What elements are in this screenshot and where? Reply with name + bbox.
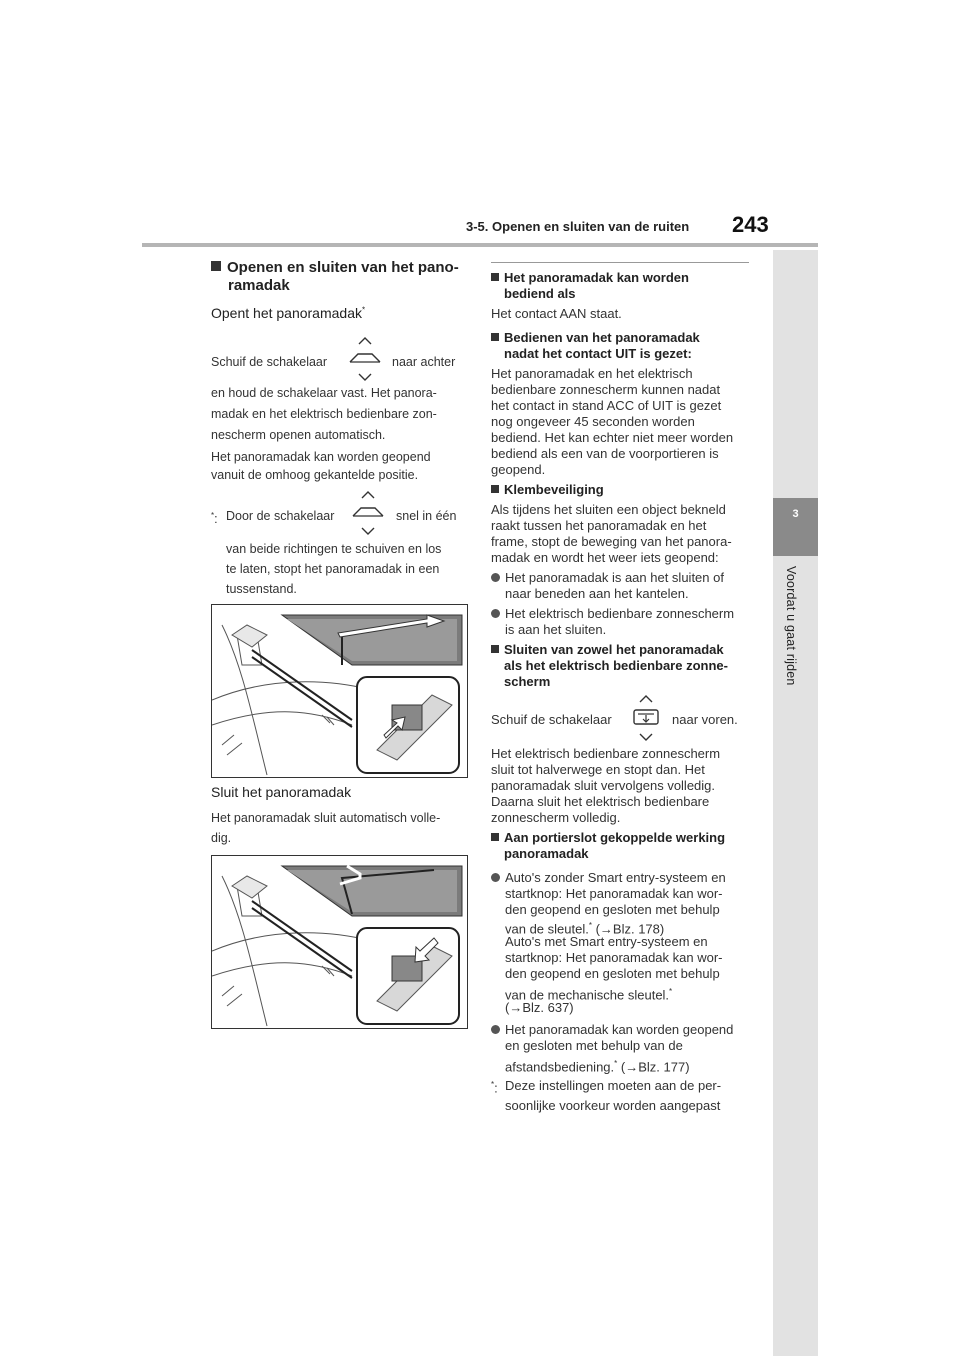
heading-after-off: Bedienen van het panoramadak bbox=[491, 330, 700, 346]
text-line: afstandsbediening.* (→Blz. 177) bbox=[505, 1059, 690, 1075]
text-line: bediend als een van de voorportieren is bbox=[491, 446, 719, 461]
text-line: zonnescherm volledig. bbox=[491, 810, 621, 825]
tilt-line1: Het panoramadak kan worden geopend bbox=[211, 450, 431, 464]
heading-door-lock: Aan portierslot gekoppelde werking bbox=[491, 830, 725, 846]
square-bullet-icon bbox=[491, 645, 499, 653]
circle-bullet-icon bbox=[491, 873, 500, 882]
text-line: den geopend en gesloten met behulp bbox=[505, 902, 720, 917]
text-line: startknop: Het panoramadak kan wor- bbox=[505, 886, 723, 901]
text-line: Het elektrisch bedienbare zonnescherm bbox=[491, 746, 721, 761]
slide-switch-icon bbox=[348, 490, 388, 536]
text-line: (→Blz. 637) bbox=[505, 1000, 574, 1015]
footnote-line: Deze instellingen moeten aan de per- bbox=[505, 1078, 722, 1093]
side-band-top bbox=[773, 250, 818, 498]
close-instr-pre: Schuif de schakelaar bbox=[491, 712, 612, 727]
square-bullet-icon bbox=[491, 333, 499, 341]
note: *: bbox=[211, 511, 218, 527]
square-bullet-icon bbox=[491, 485, 499, 493]
close-title: Sluit het panoramadak bbox=[211, 784, 352, 800]
close-line1: Het panoramadak sluit automatisch volle- bbox=[211, 811, 441, 825]
text-line: naar beneden aan het kantelen. bbox=[505, 586, 689, 601]
text-line: den geopend en gesloten met behulp bbox=[505, 966, 720, 981]
note-line2: van beide richtingen te schuiven en los bbox=[226, 542, 442, 556]
slide-switch-icon bbox=[345, 336, 385, 382]
text-line: het contact in stand ACC of UIT is gezet bbox=[491, 398, 722, 413]
heading-after-off-cont: nadat het contact UIT is gezet: bbox=[504, 346, 692, 361]
text-line: bedienbare zonnescherm kunnen nadat bbox=[491, 382, 721, 397]
text-line: is aan het sluiten. bbox=[505, 622, 607, 637]
circle-bullet-icon bbox=[491, 573, 500, 582]
note-line4: tussenstand. bbox=[226, 582, 297, 596]
column-rule bbox=[491, 262, 749, 263]
heading-operable-cont: bediend als bbox=[504, 286, 576, 301]
text-line: Auto's met Smart entry-systeem en bbox=[505, 934, 708, 949]
text-line: Daarna sluit het elektrisch bedienbare bbox=[491, 794, 710, 809]
heading-operable: Het panoramadak kan worden bbox=[491, 270, 689, 286]
heading-close-both-cont: scherm bbox=[504, 674, 551, 689]
text-line: frame, stopt de beweging van het panora- bbox=[491, 534, 732, 549]
square-bullet-icon bbox=[211, 261, 221, 271]
heading-close-both-cont: als het elektrisch bedienbare zonne- bbox=[504, 658, 728, 673]
text-line: geopend. bbox=[491, 462, 546, 477]
bullet-item: Het elektrisch bedienbare zonnescherm bbox=[491, 606, 734, 622]
circle-bullet-icon bbox=[491, 1025, 500, 1034]
section-heading-cont: ramadak bbox=[228, 277, 290, 294]
text-line: van de sleutel.* (→Blz. 178) bbox=[505, 921, 665, 937]
note-line3: te laten, stopt het panoramadak in een bbox=[226, 562, 440, 576]
operable-text: Het contact AAN staat. bbox=[491, 306, 622, 321]
note-pre: Door de schakelaar bbox=[226, 509, 335, 523]
page-number: 243 bbox=[732, 212, 769, 237]
text-line: nog ongeveer 45 seconden worden bbox=[491, 414, 695, 429]
text-line: Het panoramadak en het elektrisch bbox=[491, 366, 693, 381]
close-instr-post: naar voren. bbox=[672, 712, 738, 727]
text-line: en gesloten met behulp van de bbox=[505, 1038, 683, 1053]
text-line: van de mechanische sleutel.* bbox=[505, 987, 673, 1003]
bullet-item: Auto's zonder Smart entry-systeem en bbox=[491, 870, 726, 886]
slide-switch-forward-icon bbox=[628, 694, 664, 742]
open-instr-pre: Schuif de schakelaar bbox=[211, 355, 328, 369]
open-title: Opent het panoramadak* bbox=[211, 305, 366, 321]
open-instr-post: naar achter bbox=[392, 355, 456, 369]
text-line: sluit tot halverwege en stopt dan. Het bbox=[491, 762, 705, 777]
open-line2: en houd de schakelaar vast. Het panora- bbox=[211, 386, 437, 400]
bullet-item: Het panoramadak is aan het sluiten of bbox=[491, 570, 724, 586]
heading-jam-protection: Klembeveiliging bbox=[491, 482, 604, 498]
square-bullet-icon bbox=[491, 273, 499, 281]
chapter-number: 3 bbox=[792, 508, 799, 520]
section-title: 3-5. Openen en sluiten van de ruiten bbox=[466, 219, 690, 234]
footnote: *: bbox=[491, 1080, 498, 1096]
note-post: snel in één bbox=[396, 509, 457, 523]
square-bullet-icon bbox=[491, 833, 499, 841]
chapter-title: Voordat u gaat rijden bbox=[784, 566, 798, 686]
circle-bullet-icon bbox=[491, 609, 500, 618]
text-line: Als tijdens het sluiten een object bekneld bbox=[491, 502, 726, 517]
header-rule bbox=[142, 243, 818, 247]
text-line: raakt tussen het panoramadak en het bbox=[491, 518, 707, 533]
tilt-line2: vanuit de omhoog gekantelde positie. bbox=[211, 468, 419, 482]
figure-open-roof bbox=[211, 604, 468, 778]
text-line: startknop: Het panoramadak kan wor- bbox=[505, 950, 723, 965]
heading-close-both: Sluiten van zowel het panoramadak bbox=[491, 642, 724, 658]
section-heading: Openen en sluiten van het pano- bbox=[211, 256, 459, 280]
open-line3: madak en het elektrisch bedienbare zon- bbox=[211, 407, 437, 421]
footnote-line: soonlijke voorkeur worden aangepast bbox=[505, 1098, 721, 1113]
chapter-tab bbox=[773, 498, 818, 556]
close-line2: dig. bbox=[211, 831, 232, 845]
figure-close-roof bbox=[211, 855, 468, 1029]
heading-door-lock-cont: panoramadak bbox=[504, 846, 589, 861]
text-line: madak en wordt het weer iets geopend: bbox=[491, 550, 719, 565]
bullet-item: Het panoramadak kan worden geopend bbox=[491, 1022, 733, 1038]
text-line: panoramadak sluit vervolgens volledig. bbox=[491, 778, 716, 793]
open-line4: nescherm openen automatisch. bbox=[211, 428, 386, 442]
text-line: bediend. Het kan echter niet meer worden bbox=[491, 430, 734, 445]
